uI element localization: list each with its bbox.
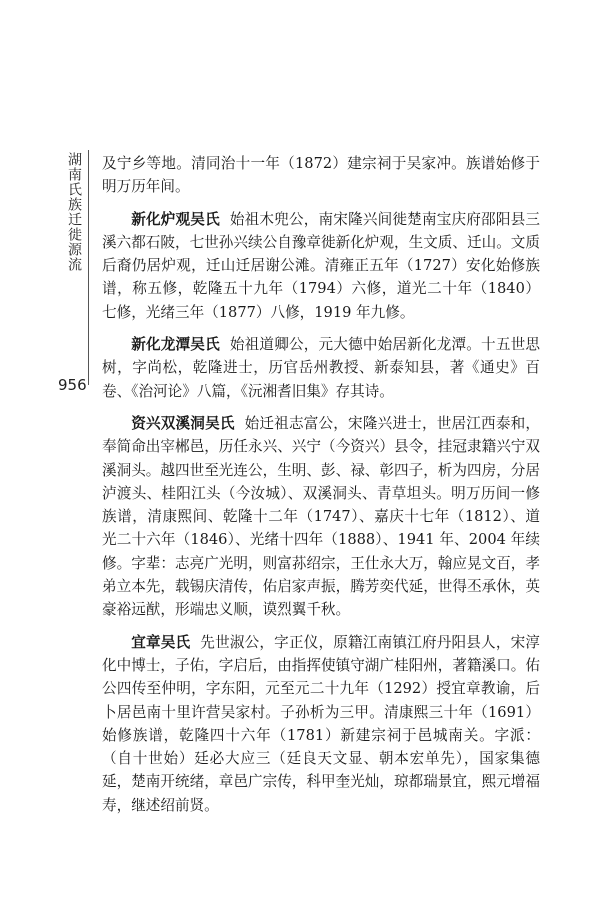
paragraph-text: 及宁乡等地。清同治十一年（1872）建宗祠于吴家冲。族谱始修于明万历年间。 [102,155,540,196]
clan-heading: 资兴双溪洞吴氏 [131,414,235,432]
clan-heading: 新化龙潭吴氏 [131,336,220,354]
paragraph-xinhua-luguan-wu [102,208,540,324]
paragraph-text: 始迁祖志富公，宋隆兴进士，世居江西泰和，奉简命出宰郴邑，历任永兴、兴宁（今资兴）县令，挂冠隶籍兴宁双溪洞头。越四世至光连公，生明、彭、禄、彰四子，析为四房，分居泸渡头、桂阳江头（今汝城）、双溪洞头、青草坦头。明万历间一修族谱，清康熙间、乾隆十二年（1747）、嘉庆十七年（1812）、道光二十六年（1846）、光绪十四年（1888）、1941 年、2004 年续修。字辈：志亮广光明，则富荪绍宗，王仕永大万，翰应晃文百，孝弟立本先，载锡庆清传，佑启家声振，腾芳奕代延，世得丕承休，英豪裕远猷，形端忠义顺，谟烈翼千秋。 [102,414,540,619]
paragraph-continuation [102,152,540,199]
sidebar-divider [88,150,89,385]
clan-heading: 宜章吴氏 [131,633,191,651]
paragraph-xinhua-longtan-wu [102,333,540,403]
body-text [102,152,540,826]
paragraph-zixing-shuangxidong-wu [102,412,540,622]
paragraph-text: 先世淑公，字正仪，原籍江南镇江府丹阳县人，宋淳化中博士，子佑，字启后，由指挥使镇守湖广桂阳州，著籍溪口。佑公四传至仲明，字东阳，元至元二十九年（1292）授宜章教谕，后卜居邑南十里许营吴家村。子孙析为三甲。清康熙三十年（1691）始修族谱，乾隆四十六年（1781）新建宗祠于邑城南关。字派：（自十世始）廷必大应三（廷良天文显、朝本宏单先），国家集德延，楚南开统绪，章邑广宗传，科甲奎光灿，琼都瑞景宜，熙元增福寿，继述绍前贤。 [102,633,540,814]
book-title-vertical: 湖南氏族迁徙源流 [66,152,82,272]
clan-heading: 新化炉观吴氏 [131,210,220,228]
page-number: 956 [58,376,87,394]
paragraph-yizhang-wu [102,631,540,817]
paragraph-text: 始祖道卿公，元大德中始居新化龙潭。十五世思树，字尚松，乾隆进士，历官岳州教授、新泰知县，著《通史》百卷、《治河论》八篇，《沅湘耆旧集》存其诗。 [102,336,540,400]
paragraph-text: 始祖木兜公，南宋隆兴间徙楚南宝庆府邵阳县三溪六都石陂，七世孙兴续公自豫章徙新化炉观，生文质、迁山。文质后裔仍居炉观，迁山迁居谢公滩。清雍正五年（1727）安化始修族谱，称五修，乾隆五十九年（1794）六修，道光二十年（1840）七修，光绪三年（1877）八修，1919 年九修。 [102,210,540,321]
